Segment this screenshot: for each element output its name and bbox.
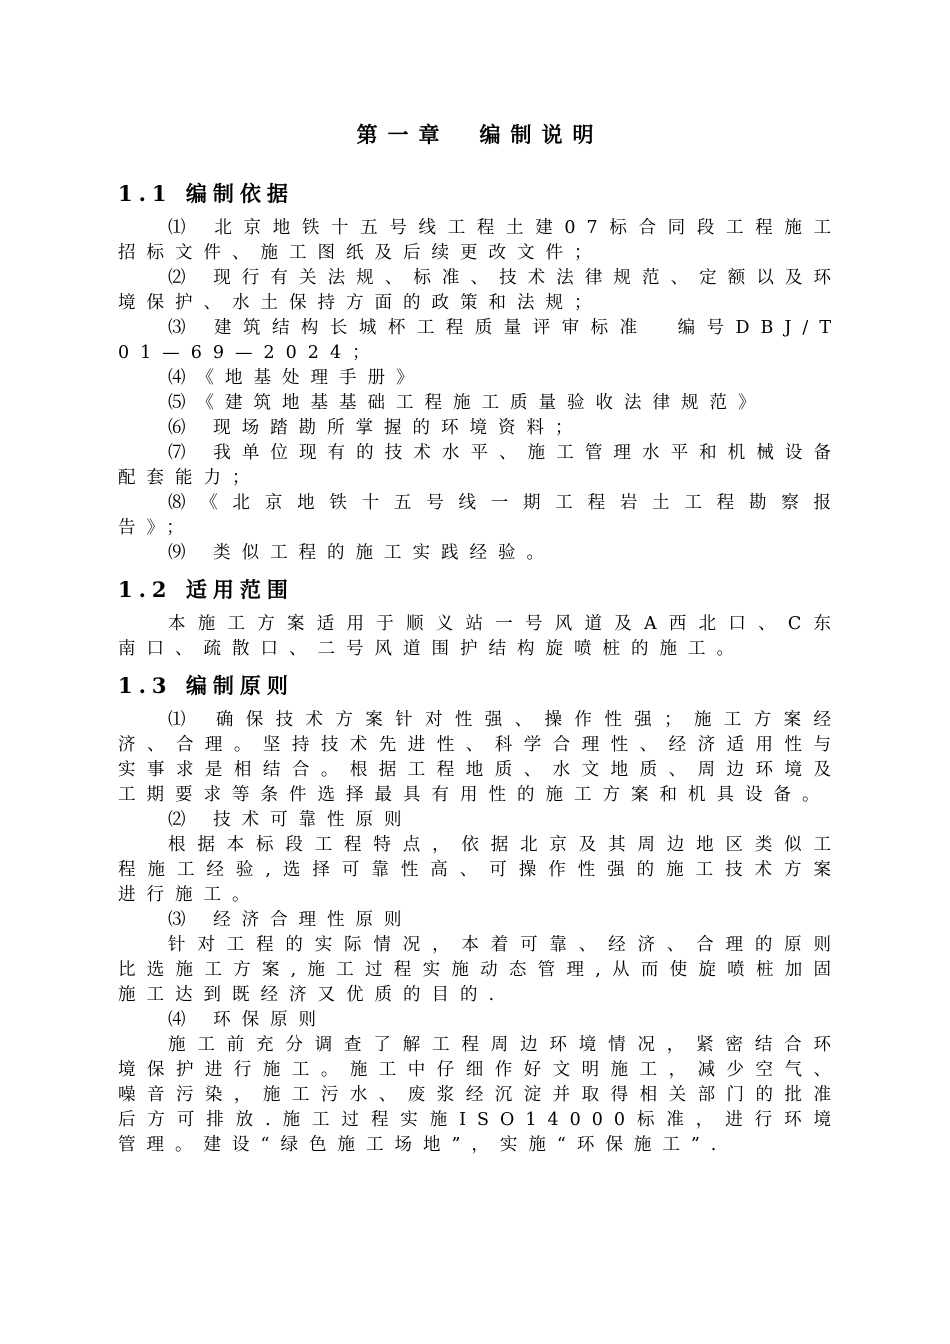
sub-heading: ⑷ 环保原则 xyxy=(168,1010,328,1030)
list-item: ⑵ 现行有关法规、标准、技术法律规范、定额以及环境保护、水土保持方面的政策和法规； xyxy=(118,268,842,313)
paragraph: 本施工方案适用于顺义站一号风道及A西北口、C东南口、疏散口、二号风道围护结构旋喷桩的施工。 xyxy=(118,614,842,659)
sub-heading: ⑶ 经济合理性原则 xyxy=(168,910,413,930)
chapter-number: 第一章 xyxy=(356,122,450,147)
list-item: ⑻《北京地铁十五号线一期工程岩土工程勘察报告》； xyxy=(118,493,842,538)
paragraph: 根据本标段工程特点，依据北京及其周边地区类似工程施工经验,选择可靠性高、可操作性强的施工技术方案进行施工。 xyxy=(118,835,842,905)
list-item: ⑺ 我单位现有的技术水平、施工管理水平和机械设备配套能力； xyxy=(118,443,842,488)
section-heading: 1.3 编制原则 xyxy=(118,673,294,698)
list-item: ⑶ 建筑结构长城杯工程质量评审标准 编号DBJ/T01—69—2024； xyxy=(118,318,842,363)
list-item: ⑼ 类似工程的施工实践经验。 xyxy=(168,543,556,563)
list-item: ⑹ 现场踏勘所掌握的环境资料； xyxy=(168,418,584,438)
section-basis xyxy=(118,180,842,566)
paragraph: 针对工程的实际情况，本着可靠、经济、合理的原则比选施工方案,施工过程实施动态管理,从而使旋喷桩加固施工达到既经济又优质的目的. xyxy=(118,935,842,1005)
section-heading: 1.2 适用范围 xyxy=(118,577,294,602)
paragraph: 施工前充分调查了解工程周边环境情况，紧密结合环境保护进行施工。施工中仔细作好文明施工，减少空气、噪音污染，施工污水、废浆经沉淀并取得相关部门的批准后方可排放.施工过程实施ISO14000标准，进行环境管理。建设“绿色施工场地”，实施“环保施工”. xyxy=(118,1035,842,1155)
list-item: ⑷《地基处理手册》 xyxy=(168,368,425,388)
chapter-name: 编制说明 xyxy=(479,122,604,147)
list-item: ⑴ 北京地铁十五号线工程土建07标合同段工程施工招标文件、施工图纸及后续更改文件； xyxy=(118,218,842,263)
sub-heading: ⑵ 技术可靠性原则 xyxy=(168,810,413,830)
chapter-title xyxy=(118,120,842,150)
section-principles xyxy=(118,672,842,1158)
list-item: ⑸《建筑地基基础工程施工质量验收法律规范》 xyxy=(168,393,767,413)
paragraph: ⑴ 确保技术方案针对性强、操作性强；施工方案经济、合理。坚持技术先进性、科学合理性、经济适用性与实事求是相结合。根据工程地质、水文地质、周边环境及工期要求等条件选择最具有用性的施工方案和机具设备。 xyxy=(118,710,842,805)
section-scope xyxy=(118,576,842,662)
section-heading: 1.1 编制依据 xyxy=(118,181,294,206)
document-page xyxy=(118,120,842,1158)
